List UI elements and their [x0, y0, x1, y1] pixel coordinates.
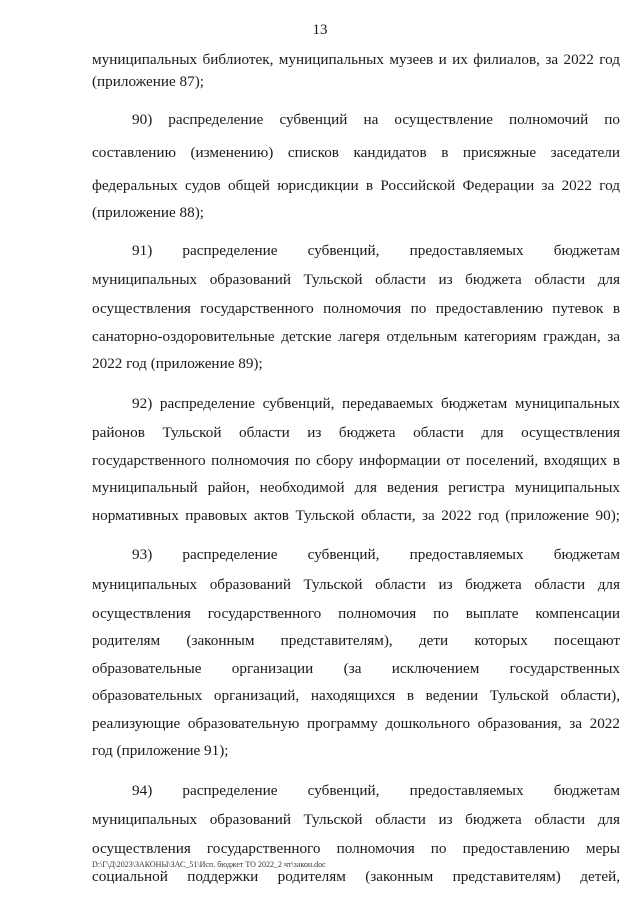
text-line: муниципальных образований Тульской области из бюджета области для	[92, 811, 620, 828]
text-line: год (приложение 91);	[92, 742, 229, 759]
text-line: (приложение 88);	[92, 204, 204, 221]
text-line: 90) распределение субвенций на осуществление полномочий по	[132, 111, 620, 128]
text-line: федеральных судов общей юрисдикции в Российской Федерации за 2022 год	[92, 177, 620, 194]
text-line: нормативных правовых актов Тульской области, за 2022 год (приложение 90);	[92, 507, 620, 524]
text-line: родителям (законным представителям), дети которых посещают	[92, 632, 620, 649]
text-line: государственного полномочия по сбору информации от поселений, входящих в	[92, 452, 620, 469]
text-line: (приложение 87);	[92, 73, 204, 90]
text-line: осуществления государственного полномочия по предоставлению меры	[92, 840, 620, 857]
text-line: 91) распределение субвенций, предоставляемых бюджетам	[132, 242, 620, 259]
page-number: 13	[312, 22, 328, 38]
text-line: 94) распределение субвенций, предоставляемых бюджетам	[132, 782, 620, 799]
text-line: санаторно-оздоровительные детские лагеря отдельным категориям граждан, за	[92, 328, 620, 345]
text-line: муниципальных образований Тульской области из бюджета области для	[92, 576, 620, 593]
text-line: реализующие образовательную программу дошкольного образования, за 2022	[92, 715, 620, 732]
text-line: муниципальный район, необходимой для ведения регистра муниципальных	[92, 479, 620, 496]
file-path-footer: D:\Г\Д\2023\ЗАКОНЫ\ЗАС_51\Исп. бюджет ТО 2022_2 чт\закон.doc	[92, 860, 326, 869]
text-line: образовательных организаций, находящихся в ведении Тульской области),	[92, 687, 620, 704]
text-line: 92) распределение субвенций, передаваемых бюджетам муниципальных	[132, 395, 620, 412]
text-line: социальной поддержки родителям (законным представителям) детей,	[92, 868, 620, 885]
text-line: муниципальных образований Тульской области из бюджета области для	[92, 271, 620, 288]
text-line: районов Тульской области из бюджета области для осуществления	[92, 424, 620, 441]
text-line: муниципальных библиотек, муниципальных музеев и их филиалов, за 2022 год	[92, 51, 620, 68]
text-line: осуществления государственного полномочия по выплате компенсации	[92, 605, 620, 622]
text-line: 93) распределение субвенций, предоставляемых бюджетам	[132, 546, 620, 563]
text-line: 2022 год (приложение 89);	[92, 355, 263, 372]
text-line: составлению (изменению) списков кандидатов в присяжные заседатели	[92, 144, 620, 161]
text-line: образовательные организации (за исключением государственных	[92, 660, 620, 677]
text-line: осуществления государственного полномочия по предоставлению путевок в	[92, 300, 620, 317]
